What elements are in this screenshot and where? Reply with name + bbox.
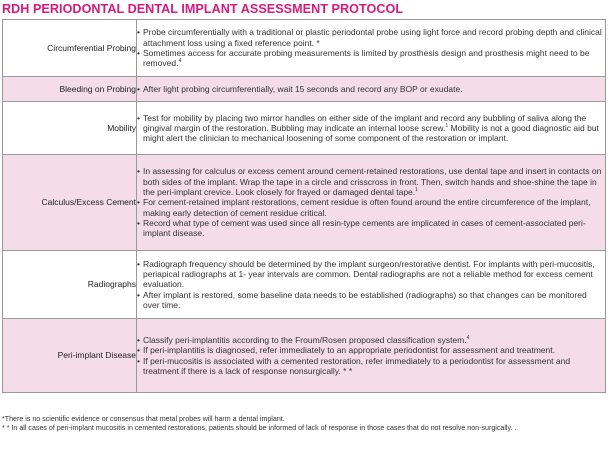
page-title: RDH PERIODONTAL DENTAL IMPLANT ASSESSMENT PROTOCOL (2, 2, 404, 16)
bullet-icon: • (137, 48, 140, 58)
table-row (3, 20, 606, 77)
list-item: • Probe circumferentially with a traditional or plastic periodontal probe using light force and record probing depth and clinical attachment loss using a fixed reference point. * (137, 27, 602, 48)
list-item: • If peri-implantitis is diagnosed, refer immediately to an appropriate periodontist for assessment and treatment. (137, 345, 555, 356)
reference-number: 4 (466, 335, 470, 342)
bullet-icon: • (137, 334, 140, 345)
row-label-mobility: Mobility (3, 102, 137, 155)
reference-number: 1 (415, 187, 418, 194)
bullet-icon: • (137, 217, 140, 228)
list-item: • Sometimes access for accurate probing measurements is limited by prosthesis design and prosthesis might need to be removed.$^4$ (137, 48, 590, 69)
list-item: • Record what type of cement was used since all resin-type cements are implicated in cases of cement-associated peri-implant disease. (137, 217, 586, 239)
list-item: • Test for mobility by placing two mirror handles on either side of the implant and record any bubbling of saliva along the gingival margin of the restoration. Bubbling may indicate an internal loose screw.$^1$ Mobility is not a good diagnostic aid but might alert the clinician to mechanical loosening of some component of the restoration or implant. (137, 112, 599, 144)
row-label-radiographs: Radiographs (3, 251, 137, 319)
row-label-peri-implant-disease: Peri-implant Disease (3, 319, 137, 393)
row-label-circumferential-probing: Circumferential Probing (3, 20, 137, 77)
row-content (137, 319, 606, 393)
row-label-calculus-excess-cement: Calculus/Excess Cement (3, 155, 137, 251)
table-row (3, 77, 606, 102)
bullet-icon: • (137, 289, 140, 300)
list-item: • After light probing circumferentially, wait 15 seconds and record any BOP or exudate. (137, 83, 463, 94)
footnote-2: * * In all cases of peri-implant mucositis in cemented restorations, patients should be informed of lack of response in those cases that do not resolve non-surgically. . (2, 423, 517, 432)
reference-number: 4 (178, 58, 182, 65)
table-row (3, 155, 606, 251)
bullet-icon: • (137, 345, 140, 356)
row-content (137, 251, 606, 319)
bullet-icon: • (137, 258, 140, 269)
list-item: • If peri-mucositis is associated with a cemented restoration, refer immediately to a periodontist for assessment and treatment if there is a lack of response nonsurgically. * * (137, 355, 571, 376)
row-content (137, 155, 606, 251)
footnotes (2, 415, 606, 432)
list-item: • In assessing for calculus or excess cement around cement-retained restorations, use dental tape and insert in contacts on both sides of the implant. Wrap the tape in a circle and crisscross in front. Then, switch hands and shoe-shine the tape in the peri-implant crevice. Look closely for frayed or damaged dental tape.$^1$ (137, 166, 602, 198)
mobility-note: Mobility is not a good diagnostic aid but might alert the clinician to mechanical loosening of some component of the restoration or implant. (143, 122, 599, 144)
list-item: • Radiograph frequency should be determined by the implant surgeon/restorative dentist. For implants with peri-mucositis, periapical radiographs at 1- year intervals are common. Dental radiographs are not a reliable method for excess cement evaluation. (137, 258, 595, 290)
reference-number: 1 (445, 123, 449, 130)
row-content (137, 77, 606, 102)
table-row (3, 102, 606, 155)
row-content (137, 102, 606, 155)
list-item: • For cement-retained implant restorations, cement residue is often found around the entire circumference of the implant, making early detection of cement residue critical. (137, 197, 591, 218)
protocol-table (2, 19, 606, 393)
bullet-icon: • (137, 355, 140, 366)
bullet-icon: • (137, 112, 140, 123)
table-row (3, 319, 606, 393)
bullet-icon: • (137, 166, 140, 177)
list-item: • After implant is restored, some baseline data needs to be established (radiographs) so that changes can be monitored over time. (137, 289, 587, 310)
footnote-1: *There is no scientific evidence or consensus that metal probes will harm a dental implant. (2, 415, 285, 423)
table-row (3, 251, 606, 319)
bullet-icon: • (137, 27, 140, 38)
bullet-icon: • (137, 197, 140, 208)
row-content (137, 20, 606, 77)
bullet-icon: • (137, 83, 140, 94)
list-item: • Classify peri-implantitis according to the Froum/Rosen proposed classification system.$^4$ (137, 334, 470, 345)
row-label-bleeding-on-probing: Bleeding on Probing (3, 77, 137, 102)
